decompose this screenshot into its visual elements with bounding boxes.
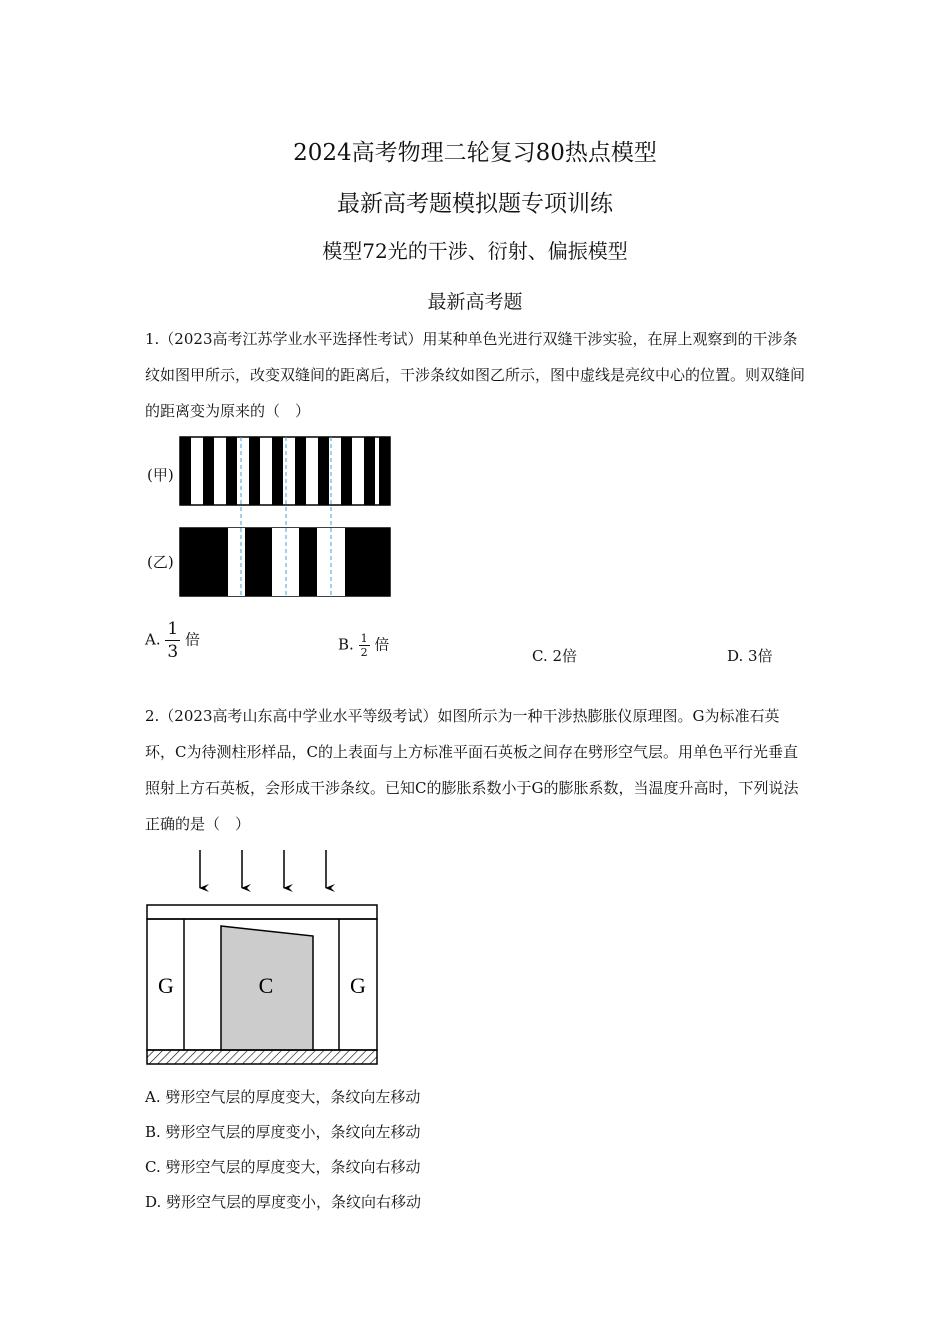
question-2-text: 2.（2023高考山东高中学业水平等级考试）如图所示为一种干涉热膨胀仪原理图。G为标准石英环，C为待测柱形样品，C的上表面与上方标准平面石英板之间存在劈形空气层。用单色平行光垂直照射上方石英板，会形成干涉条纹。已知C的膨胀系数小于G的膨胀系数，当温度升高时，下列说法正确的是（ ） bbox=[145, 707, 799, 833]
section-title: 最新高考题 bbox=[427, 291, 523, 313]
base-plate bbox=[147, 1050, 377, 1064]
main-title: 2024高考物理二轮复习80热点模型 bbox=[293, 140, 657, 166]
light-arrows bbox=[200, 850, 326, 888]
option-b[interactable]: B. $\frac{1}{2}$ 倍 bbox=[338, 632, 390, 659]
fringe-pattern-jia bbox=[180, 437, 390, 505]
q2-option-a[interactable]: A. 劈形空气层的厚度变大，条纹向左移动 bbox=[145, 1088, 421, 1106]
figure-yi-label: (乙) bbox=[147, 553, 174, 571]
dilatometer-figure bbox=[144, 848, 380, 1068]
c-label: C bbox=[258, 973, 274, 998]
q2-option-c[interactable]: C. 劈形空气层的厚度变大，条纹向右移动 bbox=[145, 1158, 421, 1176]
model-title: 模型72光的干涉、衍射、偏振模型 bbox=[322, 239, 628, 263]
figure-jia-label: (甲) bbox=[147, 466, 174, 484]
option-d[interactable]: D. 3倍 bbox=[727, 647, 773, 665]
subtitle: 最新高考题模拟题专项训练 bbox=[337, 191, 613, 217]
question-1-text: 1.（2023高考江苏学业水平选择性考试）用某种单色光进行双缝干涉实验，在屏上观察到的干涉条纹如图甲所示，改变双缝间的距离后，干涉条纹如图乙所示，图中虚线是亮纹中心的位置。则双缝间的距离变为原来的（ ） bbox=[145, 330, 806, 420]
fringe-pattern-yi bbox=[180, 528, 390, 596]
g-left-label: G bbox=[158, 973, 174, 998]
quartz-plate bbox=[147, 905, 377, 919]
q2-option-d[interactable]: D. 劈形空气层的厚度变小，条纹向右移动 bbox=[145, 1193, 422, 1211]
g-right-label: G bbox=[350, 973, 366, 998]
option-c[interactable]: C. 2倍 bbox=[532, 647, 578, 665]
interference-fringe-figure bbox=[178, 434, 394, 600]
option-a[interactable]: A. $\frac{1}{3}$ 倍 bbox=[145, 619, 201, 662]
q2-option-b[interactable]: B. 劈形空气层的厚度变小，条纹向左移动 bbox=[145, 1123, 421, 1141]
